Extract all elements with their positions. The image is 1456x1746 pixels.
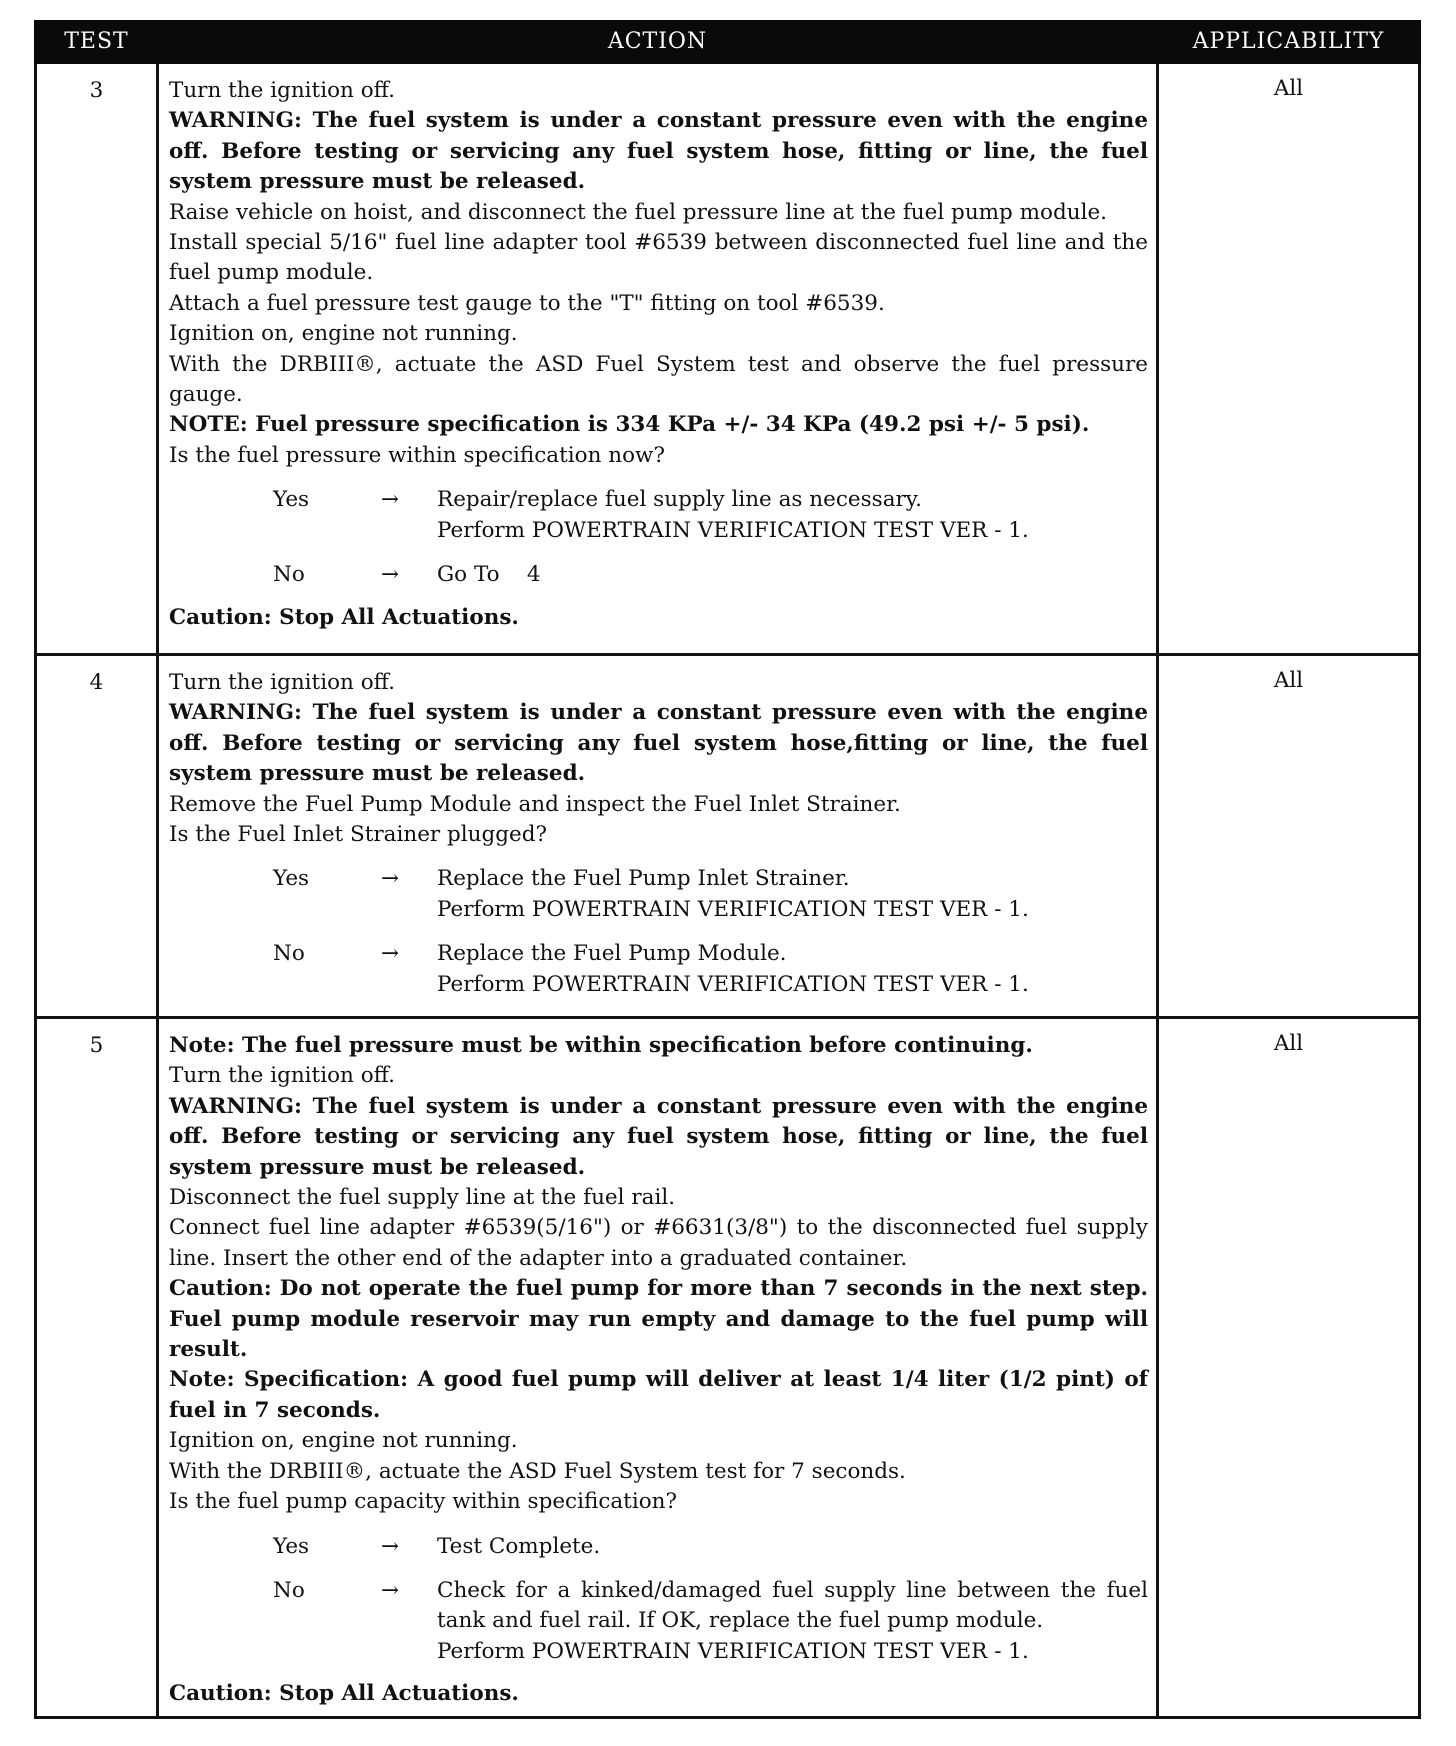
response-yes (273, 864, 1148, 925)
test-number: 5 (36, 1018, 158, 1718)
response-no (273, 560, 1148, 590)
yes-label: Yes (273, 487, 310, 513)
question-text: Is the fuel pressure within specification now? (169, 442, 665, 468)
result-line: Go To 4 (437, 562, 541, 588)
table-row-test-5 (36, 1018, 1420, 1718)
arrow-right-icon: → (381, 1533, 400, 1559)
test-number: 3 (36, 63, 158, 655)
arrow-right-icon: → (381, 866, 400, 892)
action-cell (158, 63, 1158, 655)
step-text: Install special 5/16" fuel line adapter tool #6539 between disconnected fuel line and the fuel pump module. (169, 230, 1148, 286)
test-number: 4 (36, 655, 158, 1018)
applicability-cell: All (1158, 655, 1420, 1018)
yes-label: Yes (273, 1533, 310, 1559)
step-text: Attach a fuel pressure test gauge to the "T" fitting on tool #6539. (169, 290, 885, 316)
note-text: Note: The fuel pressure must be within specification before continuing. (169, 1033, 1033, 1058)
table-row-test-3 (36, 63, 1420, 655)
caution-text: Caution: Stop All Actuations. (169, 604, 519, 630)
applicability-cell: All (1158, 63, 1420, 655)
response-yes (273, 1532, 1148, 1562)
no-result (437, 1576, 1148, 1667)
caution-text: Caution: Stop All Actuations. (169, 1681, 519, 1707)
applicability-cell: All (1158, 1018, 1420, 1718)
result-line: Replace the Fuel Pump Module. (437, 941, 787, 967)
warning-text: WARNING: The fuel system is under a constant pressure even with the engine off. Before testing or servicing any fuel system hose, fitting or line, the fuel system pressure must be released. (169, 1093, 1148, 1180)
diagnostic-test-page (34, 20, 1418, 1719)
diagnostic-test-table (34, 20, 1421, 1719)
response-yes (273, 485, 1148, 546)
result-line: Perform POWERTRAIN VERIFICATION TEST VER - 1. (437, 896, 1029, 922)
step-text: Ignition on, engine not running. (169, 321, 518, 347)
header-applicability: APPLICABILITY (1158, 22, 1420, 63)
step-text: Remove the Fuel Pump Module and inspect the Fuel Inlet Strainer. (169, 791, 901, 817)
no-result (437, 939, 1148, 1000)
yes-label: Yes (273, 866, 310, 892)
result-line: Replace the Fuel Pump Inlet Strainer. (437, 866, 850, 892)
no-label: No (273, 941, 305, 967)
result-line: Repair/replace fuel supply line as necessary. (437, 487, 922, 513)
result-line: Perform POWERTRAIN VERIFICATION TEST VER - 1. (437, 971, 1029, 997)
caution-text: Caution: Do not operate the fuel pump for more than 7 seconds in the next step. Fuel pump module reservoir may run empty and damage to the fuel pump will result. (169, 1276, 1148, 1363)
yes-result (437, 864, 1148, 925)
question-text: Is the fuel pump capacity within specification? (169, 1489, 678, 1515)
step-text: Connect fuel line adapter #6539(5/16") or #6631(3/8") to the disconnected fuel supply line. Insert the other end of the adapter into a graduated container. (169, 1215, 1148, 1271)
step-text: Turn the ignition off. (169, 670, 395, 695)
response-no (273, 939, 1148, 1000)
result-line: Perform POWERTRAIN VERIFICATION TEST VER - 1. (437, 517, 1029, 543)
step-text: Raise vehicle on hoist, and disconnect the fuel pressure line at the fuel pump module. (169, 199, 1108, 225)
note-text: NOTE: Fuel pressure specification is 334 KPa +/- 34 KPa (49.2 psi +/- 5 psi). (169, 412, 1090, 438)
no-result (437, 560, 1148, 590)
header-test: TEST (36, 22, 158, 63)
note-text: Note: Specification: A good fuel pump will deliver at least 1/4 liter (1/2 pint) of fuel in 7 seconds. (169, 1367, 1148, 1423)
yes-result (437, 485, 1148, 546)
step-text: With the DRBIII®, actuate the ASD Fuel System test for 7 seconds. (169, 1458, 906, 1484)
warning-text: WARNING: The fuel system is under a constant pressure even with the engine off. Before testing or servicing any fuel system hose, fitting or line, the fuel system pressure must be released. (169, 108, 1148, 195)
step-text: Turn the ignition off. (169, 78, 395, 103)
step-text: Turn the ignition off. (169, 1063, 395, 1089)
arrow-right-icon: → (381, 562, 400, 588)
no-label: No (273, 562, 305, 588)
warning-text: WARNING: The fuel system is under a constant pressure even with the engine off. Before testing or servicing any fuel system hose,fitting or line, the fuel system pressure must be released. (169, 700, 1148, 787)
result-line: Test Complete. (437, 1533, 601, 1559)
step-text: Disconnect the fuel supply line at the fuel rail. (169, 1185, 676, 1211)
arrow-right-icon: → (381, 487, 400, 513)
header-action: ACTION (158, 22, 1158, 63)
question-text: Is the Fuel Inlet Strainer plugged? (169, 822, 548, 848)
action-cell (158, 1018, 1158, 1718)
result-line: Check for a kinked/damaged fuel supply line between the fuel tank and fuel rail. If OK, replace the fuel pump module. (437, 1577, 1148, 1634)
result-line: Perform POWERTRAIN VERIFICATION TEST VER - 1. (437, 1638, 1029, 1664)
arrow-right-icon: → (381, 941, 400, 967)
step-text: With the DRBIII®, actuate the ASD Fuel System test and observe the fuel pressure gauge. (169, 351, 1148, 408)
action-cell (158, 655, 1158, 1018)
table-header (36, 22, 1420, 63)
arrow-right-icon: → (381, 1577, 400, 1603)
table-row-test-4 (36, 655, 1420, 1018)
yes-result (437, 1532, 1148, 1562)
no-label: No (273, 1577, 305, 1603)
response-no (273, 1576, 1148, 1667)
step-text: Ignition on, engine not running. (169, 1428, 518, 1454)
